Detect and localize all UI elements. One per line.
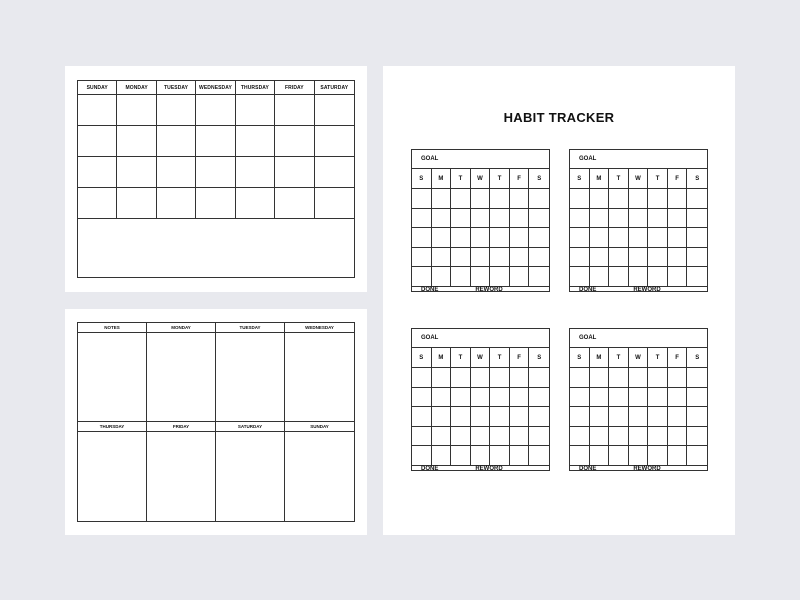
habit-tracker-title: HABIT TRACKER (503, 110, 615, 125)
tracker-checkbox-cell[interactable] (609, 189, 629, 209)
tracker-checkbox-cell[interactable] (412, 388, 432, 408)
tracker-checkbox-cell[interactable] (451, 267, 471, 287)
tracker-checkbox-cell[interactable] (570, 189, 590, 209)
tracker-checkbox-cell[interactable] (570, 209, 590, 229)
tracker-checkbox-cell[interactable] (609, 248, 629, 268)
tracker-checkbox-cell[interactable] (687, 267, 707, 287)
calendar-cell (78, 126, 117, 157)
weekday-header: F (668, 348, 688, 368)
tracker-checkbox-cell[interactable] (648, 388, 668, 408)
reword-label: REWORD (475, 465, 503, 472)
tuesday-box (216, 333, 285, 422)
week-header-notes: NOTES (78, 323, 147, 333)
tracker-checkbox-cell[interactable] (609, 388, 629, 408)
tracker-footer (570, 287, 707, 293)
week-header-monday: MONDAY (147, 323, 216, 333)
tracker-checkbox-cell[interactable] (432, 388, 452, 408)
tracker-checkbox-cell[interactable] (471, 388, 491, 408)
weekday-header: S (687, 348, 707, 368)
tracker-checkbox-cell[interactable] (629, 228, 649, 248)
tracker-checkbox-cell[interactable] (609, 267, 629, 287)
weekday-header: S (687, 169, 707, 189)
monthly-calendar-sheet (65, 66, 367, 292)
tracker-checkbox-cell[interactable] (412, 228, 432, 248)
tracker-checkbox-cell[interactable] (510, 209, 530, 229)
done-label: DONE (579, 286, 597, 293)
tracker-checkbox-cell[interactable] (570, 248, 590, 268)
calendar-cell (275, 126, 314, 157)
tracker-card (569, 149, 708, 292)
tracker-checkbox-cell[interactable] (412, 368, 432, 388)
calendar-notes-row (78, 219, 354, 277)
week-header-friday: FRIDAY (147, 422, 216, 432)
tracker-checkbox-cell[interactable] (451, 388, 471, 408)
calendar-cell (157, 157, 196, 188)
monthly-calendar-grid (77, 80, 355, 278)
tracker-checkbox-cell[interactable] (570, 427, 590, 447)
tracker-checkbox-cell[interactable] (668, 248, 688, 268)
tracker-checkbox-cell[interactable] (412, 407, 432, 427)
tracker-checkbox-cell[interactable] (451, 228, 471, 248)
calendar-cell (157, 188, 196, 219)
tracker-checkbox-cell[interactable] (451, 209, 471, 229)
tracker-checkbox-cell[interactable] (668, 228, 688, 248)
tracker-checkbox-cell[interactable] (412, 189, 432, 209)
tracker-checkbox-cell[interactable] (432, 248, 452, 268)
sunday-box (285, 432, 354, 521)
tracker-checkbox-cell[interactable] (687, 407, 707, 427)
calendar-cell (78, 95, 117, 126)
tracker-checkbox-cell[interactable] (570, 368, 590, 388)
tracker-checkbox-cell[interactable] (451, 368, 471, 388)
tracker-footer (570, 466, 707, 472)
weekday-header: M (590, 348, 610, 368)
tracker-checkbox-cell[interactable] (668, 388, 688, 408)
week-header-tuesday: TUESDAY (216, 323, 285, 333)
tracker-checkbox-cell[interactable] (471, 407, 491, 427)
goal-label: GOAL (570, 329, 707, 348)
weekday-header: T (490, 169, 510, 189)
tracker-checkbox-cell[interactable] (529, 427, 549, 447)
calendar-cell (117, 188, 156, 219)
calendar-cell (275, 188, 314, 219)
thursday-box (78, 432, 147, 521)
tracker-checkbox-cell[interactable] (570, 407, 590, 427)
tracker-checkbox-cell[interactable] (687, 427, 707, 447)
tracker-checkbox-cell[interactable] (490, 407, 510, 427)
tracker-checkbox-cell[interactable] (590, 248, 610, 268)
tracker-checkbox-cell[interactable] (451, 248, 471, 268)
tracker-checkbox-cell[interactable] (629, 267, 649, 287)
tracker-checkbox-cell[interactable] (529, 189, 549, 209)
tracker-checkbox-cell[interactable] (510, 248, 530, 268)
tracker-checkbox-cell[interactable] (590, 189, 610, 209)
calendar-cell (236, 126, 275, 157)
tracker-checkbox-cell[interactable] (490, 368, 510, 388)
calendar-cell (236, 157, 275, 188)
tracker-checkbox-cell[interactable] (687, 228, 707, 248)
tracker-checkbox-cell[interactable] (687, 368, 707, 388)
tracker-checkbox-cell[interactable] (648, 248, 668, 268)
tracker-checkbox-cell[interactable] (570, 388, 590, 408)
tracker-checkbox-cell[interactable] (648, 407, 668, 427)
tracker-checkbox-cell[interactable] (648, 446, 668, 466)
calendar-cell (315, 188, 354, 219)
tracker-checkbox-cell[interactable] (590, 427, 610, 447)
tracker-checkbox-cell[interactable] (590, 388, 610, 408)
tracker-checkbox-cell[interactable] (490, 209, 510, 229)
tracker-checkbox-cell[interactable] (432, 407, 452, 427)
tracker-checkbox-cell[interactable] (412, 209, 432, 229)
tracker-checkbox-cell[interactable] (451, 189, 471, 209)
tracker-checkbox-cell[interactable] (590, 209, 610, 229)
tracker-checkbox-cell[interactable] (490, 446, 510, 466)
weekday-header: F (510, 348, 530, 368)
goal-label: GOAL (412, 329, 549, 348)
tracker-checkbox-cell[interactable] (412, 248, 432, 268)
tracker-checkbox-cell[interactable] (471, 267, 491, 287)
tracker-checkbox-cell[interactable] (687, 189, 707, 209)
tracker-checkbox-cell[interactable] (629, 209, 649, 229)
tracker-checkbox-cell[interactable] (609, 446, 629, 466)
weekly-planner-grid (77, 322, 355, 522)
calendar-cell (315, 126, 354, 157)
tracker-checkbox-cell[interactable] (490, 388, 510, 408)
tracker-checkbox-cell[interactable] (609, 228, 629, 248)
tracker-checkbox-cell[interactable] (529, 388, 549, 408)
goal-label: GOAL (412, 150, 549, 169)
weekday-header: S (570, 169, 590, 189)
tracker-checkbox-cell[interactable] (529, 446, 549, 466)
wednesday-box (285, 333, 354, 422)
tracker-checkbox-cell[interactable] (529, 248, 549, 268)
tracker-checkbox-cell[interactable] (687, 248, 707, 268)
day-header-sunday: SUNDAY (78, 81, 117, 95)
tracker-checkbox-cell[interactable] (451, 407, 471, 427)
weekday-header: S (412, 348, 432, 368)
calendar-cell (78, 188, 117, 219)
weekday-header: S (529, 169, 549, 189)
weekday-header: W (629, 169, 649, 189)
tracker-checkbox-cell[interactable] (490, 228, 510, 248)
tracker-checkbox-cell[interactable] (687, 388, 707, 408)
calendar-cell (196, 126, 235, 157)
tracker-checkbox-cell[interactable] (570, 228, 590, 248)
day-header-saturday: SATURDAY (315, 81, 354, 95)
weekday-header: T (648, 348, 668, 368)
weekday-header: S (412, 169, 432, 189)
tracker-checkbox-cell[interactable] (471, 446, 491, 466)
weekday-header: T (609, 348, 629, 368)
tracker-checkbox-cell[interactable] (510, 427, 530, 447)
tracker-card (569, 328, 708, 471)
day-header-thursday: THURSDAY (236, 81, 275, 95)
tracker-checkbox-cell[interactable] (629, 388, 649, 408)
tracker-footer (412, 287, 549, 293)
habit-tracker-sheet (383, 66, 735, 535)
tracker-checkbox-cell[interactable] (510, 446, 530, 466)
calendar-cell (315, 157, 354, 188)
tracker-checkbox-cell[interactable] (609, 407, 629, 427)
tracker-checkbox-cell[interactable] (648, 209, 668, 229)
calendar-cell (236, 95, 275, 126)
tracker-checkbox-cell[interactable] (590, 407, 610, 427)
weekday-header: T (609, 169, 629, 189)
tracker-checkbox-cell[interactable] (510, 368, 530, 388)
weekday-header: M (590, 169, 610, 189)
calendar-cell (275, 157, 314, 188)
tracker-checkbox-cell[interactable] (471, 228, 491, 248)
tracker-checkbox-cell[interactable] (629, 427, 649, 447)
day-header-friday: FRIDAY (275, 81, 314, 95)
tracker-checkbox-cell[interactable] (432, 189, 452, 209)
done-label: DONE (421, 286, 439, 293)
friday-box (147, 432, 216, 521)
week-header-saturday: SATURDAY (216, 422, 285, 432)
calendar-cell (196, 157, 235, 188)
tracker-checkbox-cell[interactable] (510, 388, 530, 408)
reword-label: REWORD (633, 286, 661, 293)
week-header-sunday: SUNDAY (285, 422, 354, 432)
tracker-checkbox-cell[interactable] (529, 209, 549, 229)
tracker-checkbox-cell[interactable] (510, 189, 530, 209)
tracker-checkbox-cell[interactable] (432, 446, 452, 466)
weekday-header: S (570, 348, 590, 368)
saturday-box (216, 432, 285, 521)
tracker-checkbox-cell[interactable] (529, 228, 549, 248)
weekday-header: F (668, 169, 688, 189)
tracker-checkbox-cell[interactable] (668, 209, 688, 229)
tracker-checkbox-cell[interactable] (471, 368, 491, 388)
tracker-checkbox-cell[interactable] (668, 368, 688, 388)
tracker-checkbox-cell[interactable] (529, 368, 549, 388)
tracker-checkbox-cell[interactable] (629, 407, 649, 427)
weekday-header: M (432, 348, 452, 368)
calendar-cell (78, 157, 117, 188)
tracker-checkbox-cell[interactable] (648, 189, 668, 209)
tracker-checkbox-cell[interactable] (629, 189, 649, 209)
tracker-checkbox-cell[interactable] (510, 228, 530, 248)
calendar-cell (196, 95, 235, 126)
tracker-checkbox-cell[interactable] (412, 427, 432, 447)
tracker-checkbox-cell[interactable] (590, 267, 610, 287)
tracker-checkbox-cell[interactable] (471, 248, 491, 268)
tracker-checkbox-cell[interactable] (432, 427, 452, 447)
tracker-checkbox-cell[interactable] (590, 368, 610, 388)
tracker-checkbox-cell[interactable] (668, 267, 688, 287)
tracker-checkbox-cell[interactable] (529, 407, 549, 427)
calendar-cell (196, 188, 235, 219)
weekday-header: F (510, 169, 530, 189)
weekday-header: T (451, 169, 471, 189)
tracker-checkbox-cell[interactable] (490, 427, 510, 447)
tracker-checkbox-cell[interactable] (668, 427, 688, 447)
tracker-card (411, 328, 550, 471)
calendar-cell (117, 157, 156, 188)
day-header-tuesday: TUESDAY (157, 81, 196, 95)
weekday-header: W (629, 348, 649, 368)
tracker-checkbox-cell[interactable] (451, 427, 471, 447)
reword-label: REWORD (475, 286, 503, 293)
weekday-header: T (451, 348, 471, 368)
tracker-checkbox-cell[interactable] (609, 209, 629, 229)
calendar-cell (157, 95, 196, 126)
tracker-checkbox-cell[interactable] (648, 228, 668, 248)
tracker-checkbox-cell[interactable] (570, 446, 590, 466)
tracker-checkbox-cell[interactable] (687, 446, 707, 466)
tracker-checkbox-cell[interactable] (590, 228, 610, 248)
tracker-checkbox-cell[interactable] (668, 407, 688, 427)
calendar-cell (117, 95, 156, 126)
tracker-checkbox-cell[interactable] (510, 267, 530, 287)
goal-label: GOAL (570, 150, 707, 169)
weekday-header: T (490, 348, 510, 368)
reword-label: REWORD (633, 465, 661, 472)
tracker-checkbox-cell[interactable] (570, 267, 590, 287)
notes-box (78, 333, 147, 422)
tracker-checkbox-cell[interactable] (412, 446, 432, 466)
monday-box (147, 333, 216, 422)
tracker-checkbox-cell[interactable] (490, 267, 510, 287)
calendar-cell (157, 126, 196, 157)
done-label: DONE (421, 465, 439, 472)
tracker-checkbox-cell[interactable] (629, 446, 649, 466)
tracker-checkbox-cell[interactable] (609, 427, 629, 447)
weekday-header: W (471, 348, 491, 368)
weekday-header: M (432, 169, 452, 189)
tracker-checkbox-cell[interactable] (668, 189, 688, 209)
tracker-checkbox-cell[interactable] (451, 446, 471, 466)
week-header-wednesday: WEDNESDAY (285, 323, 354, 333)
calendar-cell (315, 95, 354, 126)
tracker-checkbox-cell[interactable] (668, 446, 688, 466)
tracker-checkbox-cell[interactable] (471, 189, 491, 209)
tracker-checkbox-cell[interactable] (510, 407, 530, 427)
week-header-thursday: THURSDAY (78, 422, 147, 432)
tracker-checkbox-cell[interactable] (471, 209, 491, 229)
tracker-checkbox-cell[interactable] (412, 267, 432, 287)
day-header-wednesday: WEDNESDAY (196, 81, 235, 95)
tracker-checkbox-cell[interactable] (648, 368, 668, 388)
tracker-checkbox-cell[interactable] (432, 228, 452, 248)
calendar-cell (236, 188, 275, 219)
tracker-checkbox-cell[interactable] (648, 427, 668, 447)
tracker-checkbox-cell[interactable] (432, 368, 452, 388)
tracker-checkbox-cell[interactable] (471, 427, 491, 447)
tracker-checkbox-cell[interactable] (490, 248, 510, 268)
tracker-checkbox-cell[interactable] (432, 209, 452, 229)
weekly-planner-sheet (65, 309, 367, 535)
day-header-monday: MONDAY (117, 81, 156, 95)
tracker-checkbox-cell[interactable] (490, 189, 510, 209)
tracker-checkbox-cell[interactable] (609, 368, 629, 388)
tracker-checkbox-cell[interactable] (629, 248, 649, 268)
done-label: DONE (579, 465, 597, 472)
tracker-checkbox-cell[interactable] (629, 368, 649, 388)
tracker-footer (412, 466, 549, 472)
tracker-card (411, 149, 550, 292)
weekday-header: W (471, 169, 491, 189)
tracker-checkbox-cell[interactable] (432, 267, 452, 287)
tracker-checkbox-cell[interactable] (529, 267, 549, 287)
tracker-checkbox-cell[interactable] (648, 267, 668, 287)
calendar-cell (275, 95, 314, 126)
tracker-checkbox-cell[interactable] (687, 209, 707, 229)
tracker-checkbox-cell[interactable] (590, 446, 610, 466)
calendar-cell (117, 126, 156, 157)
weekday-header: T (648, 169, 668, 189)
weekday-header: S (529, 348, 549, 368)
